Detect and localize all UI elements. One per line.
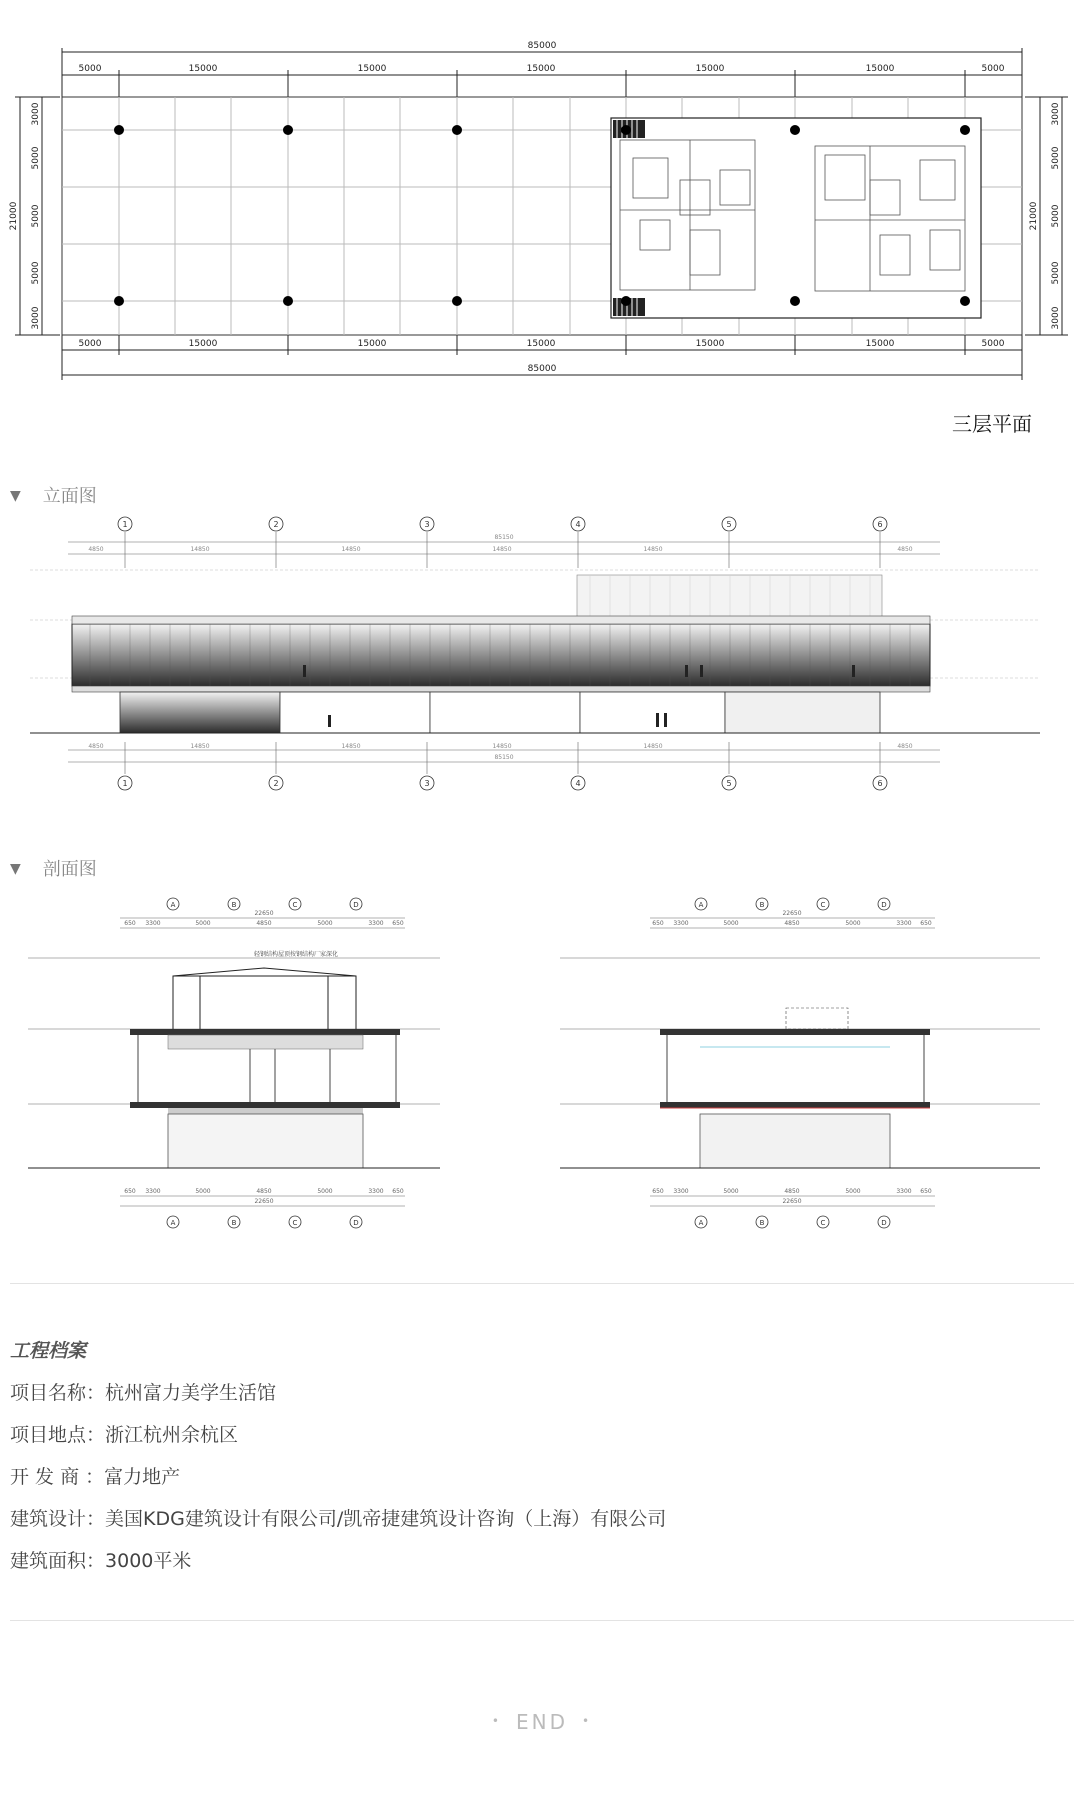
section-axis-label: D [881, 901, 887, 909]
section-axis-label: D [881, 1219, 887, 1227]
section-dim: 5000 [845, 1188, 861, 1195]
section-dim: 5000 [195, 920, 211, 927]
elevation-dim: 14850 [643, 546, 663, 553]
section-dim: 5000 [723, 1188, 739, 1195]
section-dim: 650 [652, 920, 664, 927]
elevation-axis-label: 1 [122, 520, 128, 529]
info-row [10, 1540, 666, 1582]
plan-total-dim-bottom: 85000 [527, 364, 557, 374]
plan-dim: 15000 [865, 339, 895, 349]
plan-dim: 15000 [188, 64, 218, 74]
section-axis-label: B [231, 1219, 237, 1227]
divider [10, 1283, 1074, 1284]
info-row [10, 1456, 666, 1498]
plan-side-dim: 3000 [1051, 102, 1061, 126]
elevation-axis-label: 6 [877, 520, 883, 529]
section-axis-label: B [759, 901, 765, 909]
elevation-axis-label: 6 [877, 779, 883, 788]
section-dim: 3300 [896, 920, 912, 927]
project-info [10, 1330, 666, 1582]
section-dim: 650 [652, 1188, 664, 1195]
section-dim: 650 [392, 920, 404, 927]
section-dim: 650 [124, 1188, 136, 1195]
elevation-dim: 14850 [190, 546, 210, 553]
elevation-dim: 4850 [897, 546, 913, 553]
elevation-dim: 4850 [897, 743, 913, 750]
section-heading-text: 剖面图 [42, 859, 97, 880]
section-dim: 5000 [723, 920, 739, 927]
info-label: 项目名称： [10, 1382, 106, 1404]
elevation-axis-label: 5 [726, 779, 732, 788]
plan-side-dim: 5000 [31, 146, 41, 170]
plan-dim: 15000 [357, 339, 387, 349]
info-value: 杭州富力美学生活馆 [105, 1382, 277, 1404]
elevation-axis-label: 2 [273, 779, 279, 788]
plan-total-dim-top: 85000 [527, 41, 557, 51]
plan-side-dim: 5000 [1051, 204, 1061, 228]
plan-dim: 5000 [78, 339, 102, 349]
section-axis-label: A [698, 901, 704, 909]
plan-dim: 15000 [695, 339, 725, 349]
third-floor-plan-drawing [0, 30, 1084, 402]
triangle-down-icon: ▼ [10, 488, 21, 504]
section-dim: 4850 [256, 1188, 272, 1195]
elevation-dim: 14850 [190, 743, 210, 750]
section-axis-label: B [759, 1219, 765, 1227]
plan-dim: 15000 [526, 339, 556, 349]
section-axis-label: A [698, 1219, 704, 1227]
section-dim: 3300 [145, 1188, 161, 1195]
elevation-dim: 4850 [88, 743, 104, 750]
section-total-dim: 22650 [782, 910, 802, 917]
plan-side-dim: 5000 [31, 204, 41, 228]
section-total-dim: 22650 [254, 1198, 274, 1205]
info-label: 开 发 商 ： [10, 1466, 105, 1488]
info-row [10, 1414, 666, 1456]
elevation-axis-label: 4 [575, 779, 581, 788]
section-dim: 3300 [145, 920, 161, 927]
section-axis-label: B [231, 901, 237, 909]
section-axis-label: C [820, 1219, 826, 1227]
plan-side-dim: 5000 [1051, 261, 1061, 285]
info-value: 富力地产 [104, 1466, 181, 1488]
section-dim: 4850 [784, 920, 800, 927]
elevation-dim: 14850 [492, 546, 512, 553]
section-dim: 650 [392, 1188, 404, 1195]
elevation-axis-label: 3 [424, 520, 430, 529]
plan-side-dim: 3000 [31, 306, 41, 330]
section-axis-label: C [292, 1219, 298, 1227]
end-text: END [516, 1710, 568, 1734]
triangle-down-icon: ▼ [10, 861, 21, 877]
roof-note: 轻钢结构屋顶按钢结构厂家深化 [253, 951, 339, 958]
elevation-dim: 14850 [341, 546, 361, 553]
dot-icon: • [582, 1714, 593, 1728]
project-info-title: 工程档案 [10, 1340, 87, 1362]
section-dim: 5000 [317, 1188, 333, 1195]
elevation-total-dim: 85150 [494, 534, 514, 541]
section-dim: 3300 [673, 1188, 689, 1195]
section-heading [10, 855, 97, 881]
elevation-dim: 14850 [643, 743, 663, 750]
plan-caption: 三层平面 [952, 412, 1032, 436]
plan-side-dim: 5000 [1051, 146, 1061, 170]
section-dim: 3300 [673, 920, 689, 927]
plan-dim: 15000 [526, 64, 556, 74]
section-drawings [0, 892, 1084, 1232]
elevation-axis-label: 3 [424, 779, 430, 788]
elevation-dim: 14850 [492, 743, 512, 750]
plan-dim: 5000 [78, 64, 102, 74]
section-axis-label: D [353, 1219, 359, 1227]
elevation-total-dim: 85150 [494, 754, 514, 761]
section-dim: 650 [124, 920, 136, 927]
elevation-axis-label: 1 [122, 779, 128, 788]
section-dim: 650 [920, 920, 932, 927]
elevation-dim: 14850 [341, 743, 361, 750]
info-row [10, 1498, 666, 1540]
section-dim: 4850 [256, 920, 272, 927]
plan-side-dim: 5000 [31, 261, 41, 285]
elevation-drawing [0, 508, 1084, 798]
info-value: 美国KDG建筑设计有限公司/凯帝捷建筑设计咨询（上海）有限公司 [105, 1508, 667, 1530]
section-axis-label: C [820, 901, 826, 909]
info-row [10, 1372, 666, 1414]
plan-side-total: 21000 [1029, 201, 1039, 231]
plan-dim: 15000 [357, 64, 387, 74]
info-label: 项目地点： [10, 1424, 106, 1446]
plan-side-total: 21000 [9, 201, 19, 231]
plan-side-dim: 3000 [31, 102, 41, 126]
elevation-axis-label: 5 [726, 520, 732, 529]
section-axis-label: D [353, 901, 359, 909]
elevation-heading-text: 立面图 [42, 486, 97, 507]
plan-dim: 5000 [981, 64, 1005, 74]
section-dim: 5000 [845, 920, 861, 927]
info-value: 3000平米 [105, 1550, 192, 1572]
info-value: 浙江杭州余杭区 [105, 1424, 239, 1446]
plan-dim: 15000 [695, 64, 725, 74]
section-dim: 5000 [317, 920, 333, 927]
section-axis-label: C [292, 901, 298, 909]
elevation-axis-label: 4 [575, 520, 581, 529]
section-total-dim: 22650 [254, 910, 274, 917]
plan-dim: 15000 [865, 64, 895, 74]
section-axis-label: A [170, 1219, 176, 1227]
section-total-dim: 22650 [782, 1198, 802, 1205]
section-dim: 4850 [784, 1188, 800, 1195]
plan-dim: 5000 [981, 339, 1005, 349]
elevation-heading [10, 482, 97, 508]
section-dim: 3300 [368, 1188, 384, 1195]
section-axis-label: A [170, 901, 176, 909]
info-label: 建筑面积： [10, 1550, 106, 1572]
dot-icon: • [491, 1714, 502, 1728]
divider [10, 1620, 1074, 1621]
end-marker [0, 1710, 1084, 1734]
elevation-axis-label: 2 [273, 520, 279, 529]
elevation-dim: 4850 [88, 546, 104, 553]
plan-side-dim: 3000 [1051, 306, 1061, 330]
info-label: 建筑设计： [10, 1508, 106, 1530]
section-dim: 650 [920, 1188, 932, 1195]
section-dim: 3300 [896, 1188, 912, 1195]
section-dim: 5000 [195, 1188, 211, 1195]
section-dim: 3300 [368, 920, 384, 927]
plan-dim: 15000 [188, 339, 218, 349]
